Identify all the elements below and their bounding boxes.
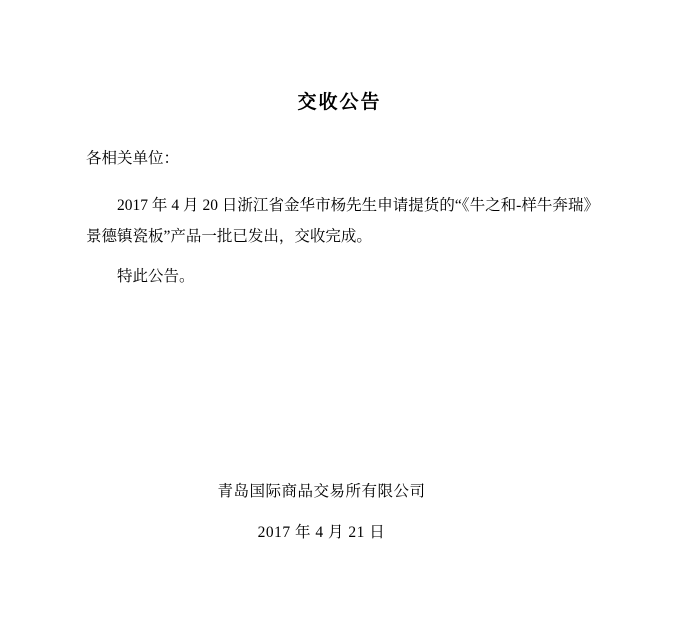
document-page [0,92,679,632]
body-paragraph-1: 2017 年 4 月 20 日浙江省金华市杨先生申请提货的“《牛之和-样牛奔瑞》景德镇瓷板”产品一批已发出，交收完成。 [86,196,599,246]
salutation-line: 各相关单位： [86,149,180,167]
signature-date: 2017 年 4 月 21 日 [257,524,386,542]
signature-company: 青岛国际商品交易所有限公司 [217,483,426,500]
page-title: 交收公告 [297,92,382,113]
body-paragraph-2: 特此公告。 [117,268,195,286]
signature-block [0,480,679,545]
